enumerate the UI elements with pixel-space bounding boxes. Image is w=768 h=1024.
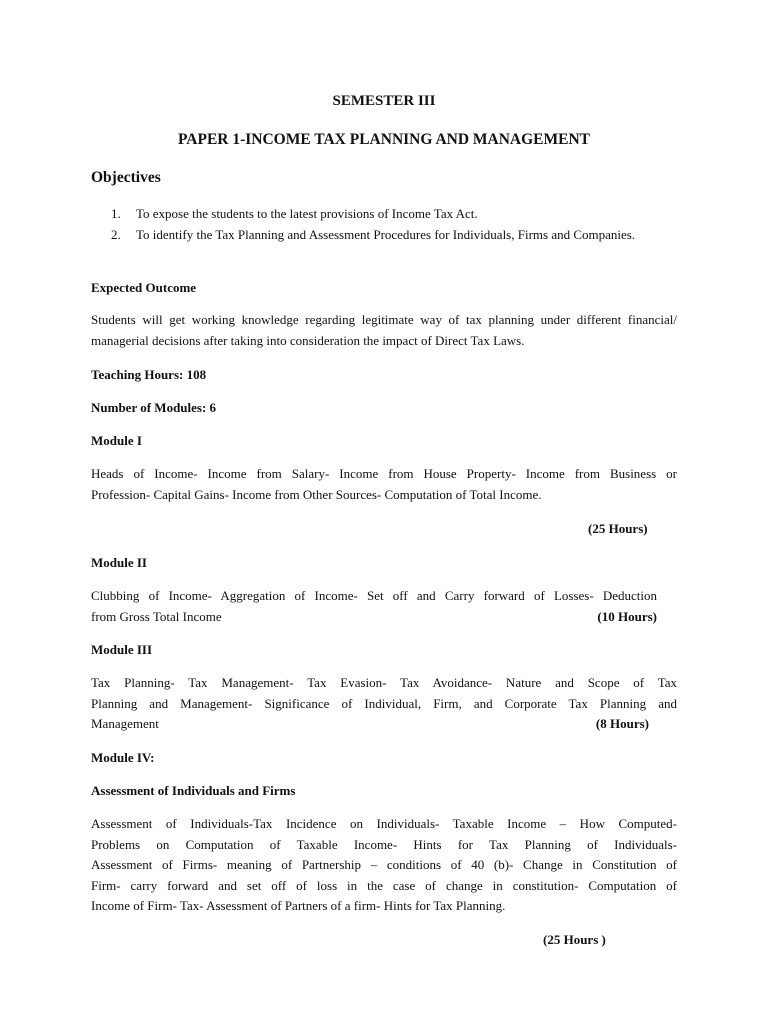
module-3-line-3-row bbox=[91, 714, 649, 735]
module-3-heading: Module III bbox=[91, 642, 153, 657]
teaching-hours: Teaching Hours: 108 bbox=[91, 367, 207, 382]
objectives-heading: Objectives bbox=[91, 169, 161, 186]
expected-outcome-text: Students will get working knowledge regarding legitimate way of tax planning under different financial/ managerial decisions after taking into consideration the impact of Direct Tax Laws. bbox=[91, 312, 677, 348]
module-4-line-1: Assessment of Individuals-Tax Incidence on Individuals- Taxable Income – How Computed- bbox=[91, 816, 677, 831]
module-2-line-2: from Gross Total Income bbox=[91, 608, 222, 624]
list-number: 1. bbox=[111, 206, 121, 221]
module-1-text bbox=[91, 464, 677, 505]
module-1-line-2: Profession- Capital Gains- Income from Other Sources- Computation of Total Income. bbox=[91, 486, 542, 502]
module-4-line-5: Income of Firm- Tax- Assessment of Partners of a firm- Hints for Tax Planning. bbox=[91, 898, 506, 913]
module-3-line-3: Management bbox=[91, 716, 159, 731]
module-4-line-4: Firm- carry forward and set off of loss in the case of change in constitution- Computation of bbox=[91, 877, 677, 893]
module-4-line-3: Assessment of Firms- meaning of Partnership – conditions of 40 (b)- Change in Constitution of bbox=[91, 857, 677, 872]
list-number: 2. bbox=[111, 226, 121, 242]
list-item-text: To identify the Tax Planning and Assessment Procedures for Individuals, Firms and Companies. bbox=[136, 226, 636, 242]
semester-title: SEMESTER III bbox=[332, 93, 436, 109]
objectives-list bbox=[91, 204, 677, 245]
module-3-hours: (8 Hours) bbox=[595, 716, 649, 731]
module-1-hours: (25 Hours) bbox=[588, 521, 648, 536]
module-2-line-2-row bbox=[91, 607, 657, 628]
module-2-heading: Module II bbox=[91, 555, 147, 570]
module-3-line-1: Tax Planning- Tax Management- Tax Evasion- Tax Avoidance- Nature and Scope of Tax bbox=[91, 675, 677, 690]
paper-title: PAPER 1-INCOME TAX PLANNING AND MANAGEMENT bbox=[177, 131, 591, 148]
module-2-line-1: Clubbing of Income- Aggregation of Income- Set off and Carry forward of Losses- Deduction bbox=[91, 588, 657, 603]
module-3-line-2: Planning and Management- Significance of Individual, Firm, and Corporate Tax Planning and bbox=[91, 695, 677, 711]
module-2-text bbox=[91, 586, 657, 627]
module-3-text bbox=[91, 673, 677, 735]
module-4-subheading: Assessment of Individuals and Firms bbox=[91, 783, 296, 798]
number-of-modules: Number of Modules: 6 bbox=[91, 400, 217, 415]
module-4-line-2: Problems on Computation of Taxable Income- Hints for Tax Planning of Individuals- bbox=[91, 836, 677, 852]
list-item-text: To expose the students to the latest provisions of Income Tax Act. bbox=[136, 206, 478, 221]
module-4-hours: (25 Hours ) bbox=[543, 932, 606, 947]
list-item bbox=[91, 225, 677, 246]
module-4-text bbox=[91, 814, 677, 917]
expected-outcome-heading: Expected Outcome bbox=[91, 280, 197, 295]
list-item bbox=[91, 204, 677, 225]
module-1-heading: Module I bbox=[91, 433, 142, 448]
module-4-heading: Module IV: bbox=[91, 750, 155, 765]
module-2-hours: (10 Hours) bbox=[597, 608, 657, 624]
module-1-line-1: Heads of Income- Income from Salary- Income from House Property- Income from Business or bbox=[91, 466, 677, 481]
